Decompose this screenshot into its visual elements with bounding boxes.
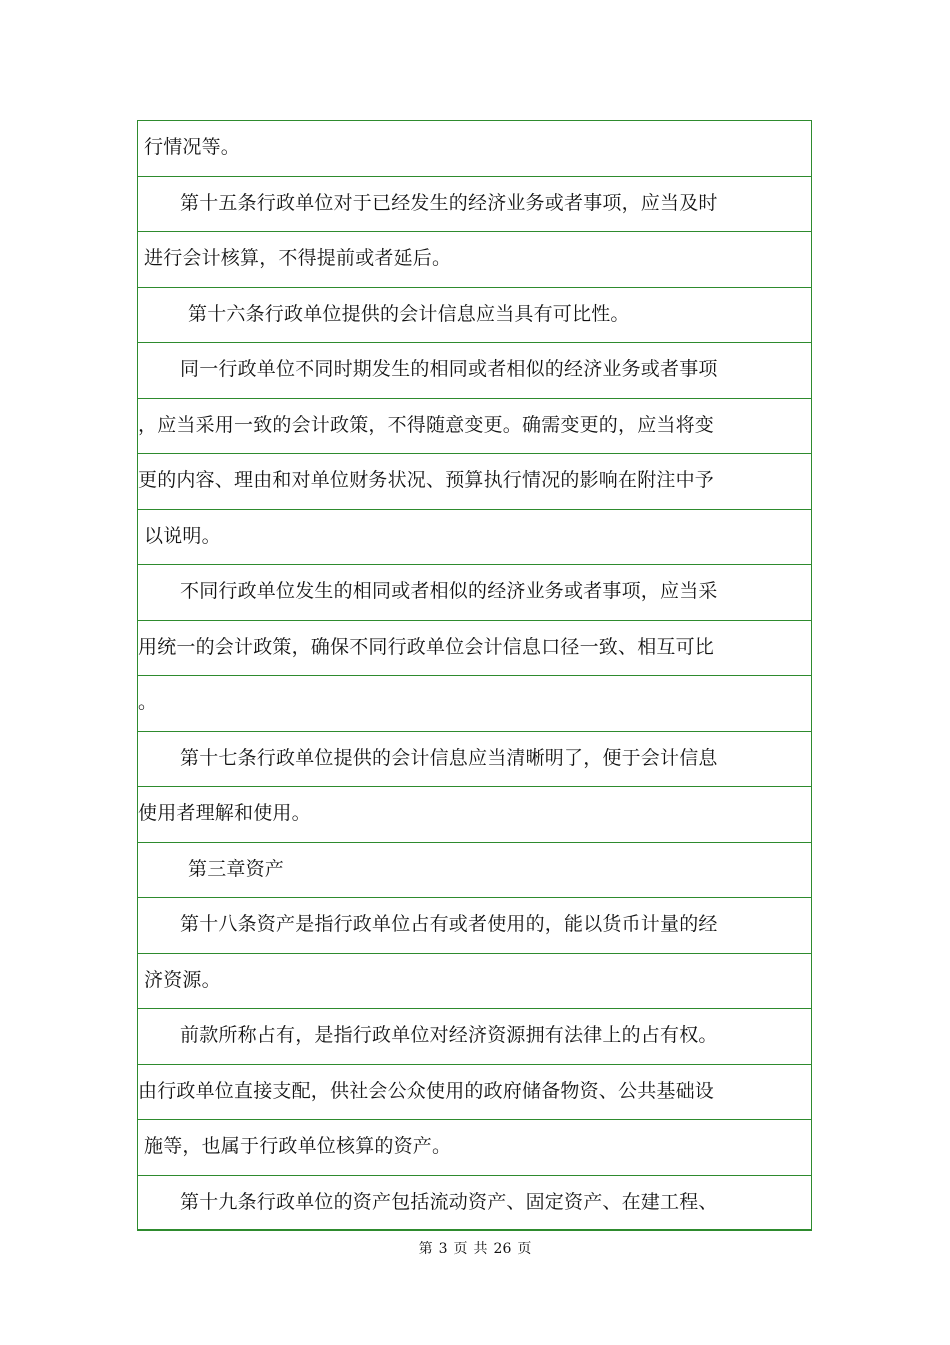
- row-text: 第十六条行政单位提供的会计信息应当具有可比性。: [188, 302, 630, 325]
- text-row: [138, 232, 811, 288]
- row-text: 使用者理解和使用。: [138, 802, 311, 824]
- text-row: [138, 1120, 811, 1176]
- text-row: [138, 898, 811, 954]
- text-row: [138, 1065, 811, 1121]
- text-row: [138, 1009, 811, 1065]
- row-text: 第十九条行政单位的资产包括流动资产、固定资产、在建工程、: [180, 1190, 718, 1213]
- lined-text-table: [137, 120, 812, 1231]
- row-text: 前款所称占有，是指行政单位对经济资源拥有法律上的占有权。: [180, 1024, 718, 1046]
- row-text: 第十八条资产是指行政单位占有或者使用的，能以货币计量的经: [180, 913, 718, 935]
- text-row: [138, 343, 811, 399]
- text-row: [138, 954, 811, 1010]
- footer-suffix: 页: [517, 1241, 532, 1257]
- text-row: [138, 288, 811, 344]
- text-row: [138, 399, 811, 455]
- text-row: [138, 787, 811, 843]
- text-row: [138, 676, 811, 732]
- total-page-count: 26: [493, 1241, 512, 1257]
- text-row: [138, 1176, 811, 1232]
- row-text: 由行政单位直接支配，供社会公众使用的政府储备物资、公共基础设: [138, 1079, 715, 1102]
- text-row: [138, 565, 811, 621]
- row-text: 第十五条行政单位对于已经发生的经济业务或者事项，应当及时: [180, 191, 718, 214]
- row-text: 同一行政单位不同时期发生的相同或者相似的经济业务或者事项: [180, 358, 718, 380]
- text-row: [138, 121, 811, 177]
- text-row: [138, 732, 811, 788]
- row-text: 第十七条行政单位提供的会计信息应当清晰明了，便于会计信息: [180, 746, 718, 769]
- row-text: 不同行政单位发生的相同或者相似的经济业务或者事项，应当采: [180, 580, 718, 602]
- current-page-number: 3: [438, 1241, 448, 1257]
- page-footer: [0, 1238, 950, 1258]
- text-row: [138, 621, 811, 677]
- footer-page-word: 页: [453, 1241, 468, 1257]
- row-text: 以说明。: [144, 524, 221, 547]
- chapter-heading: 第三章资产: [188, 857, 285, 880]
- text-row: [138, 454, 811, 510]
- row-text: ，应当采用一致的会计政策，不得随意变更。确需变更的，应当将变: [138, 413, 715, 436]
- row-text: 施等，也属于行政单位核算的资产。: [144, 1135, 452, 1157]
- row-text: 济资源。: [144, 968, 221, 991]
- text-row: [138, 510, 811, 566]
- text-row: [138, 177, 811, 233]
- row-text: 进行会计核算，不得提前或者延后。: [144, 247, 452, 269]
- row-text: 行情况等。: [144, 136, 241, 158]
- row-text: 更的内容、理由和对单位财务状况、预算执行情况的影响在附注中予: [138, 469, 715, 491]
- footer-total-word: 共: [473, 1241, 488, 1257]
- row-text: 用统一的会计政策，确保不同行政单位会计信息口径一致、相互可比: [138, 635, 715, 658]
- row-text: 。: [138, 691, 158, 713]
- footer-prefix: 第: [418, 1241, 433, 1257]
- text-row: [138, 843, 811, 899]
